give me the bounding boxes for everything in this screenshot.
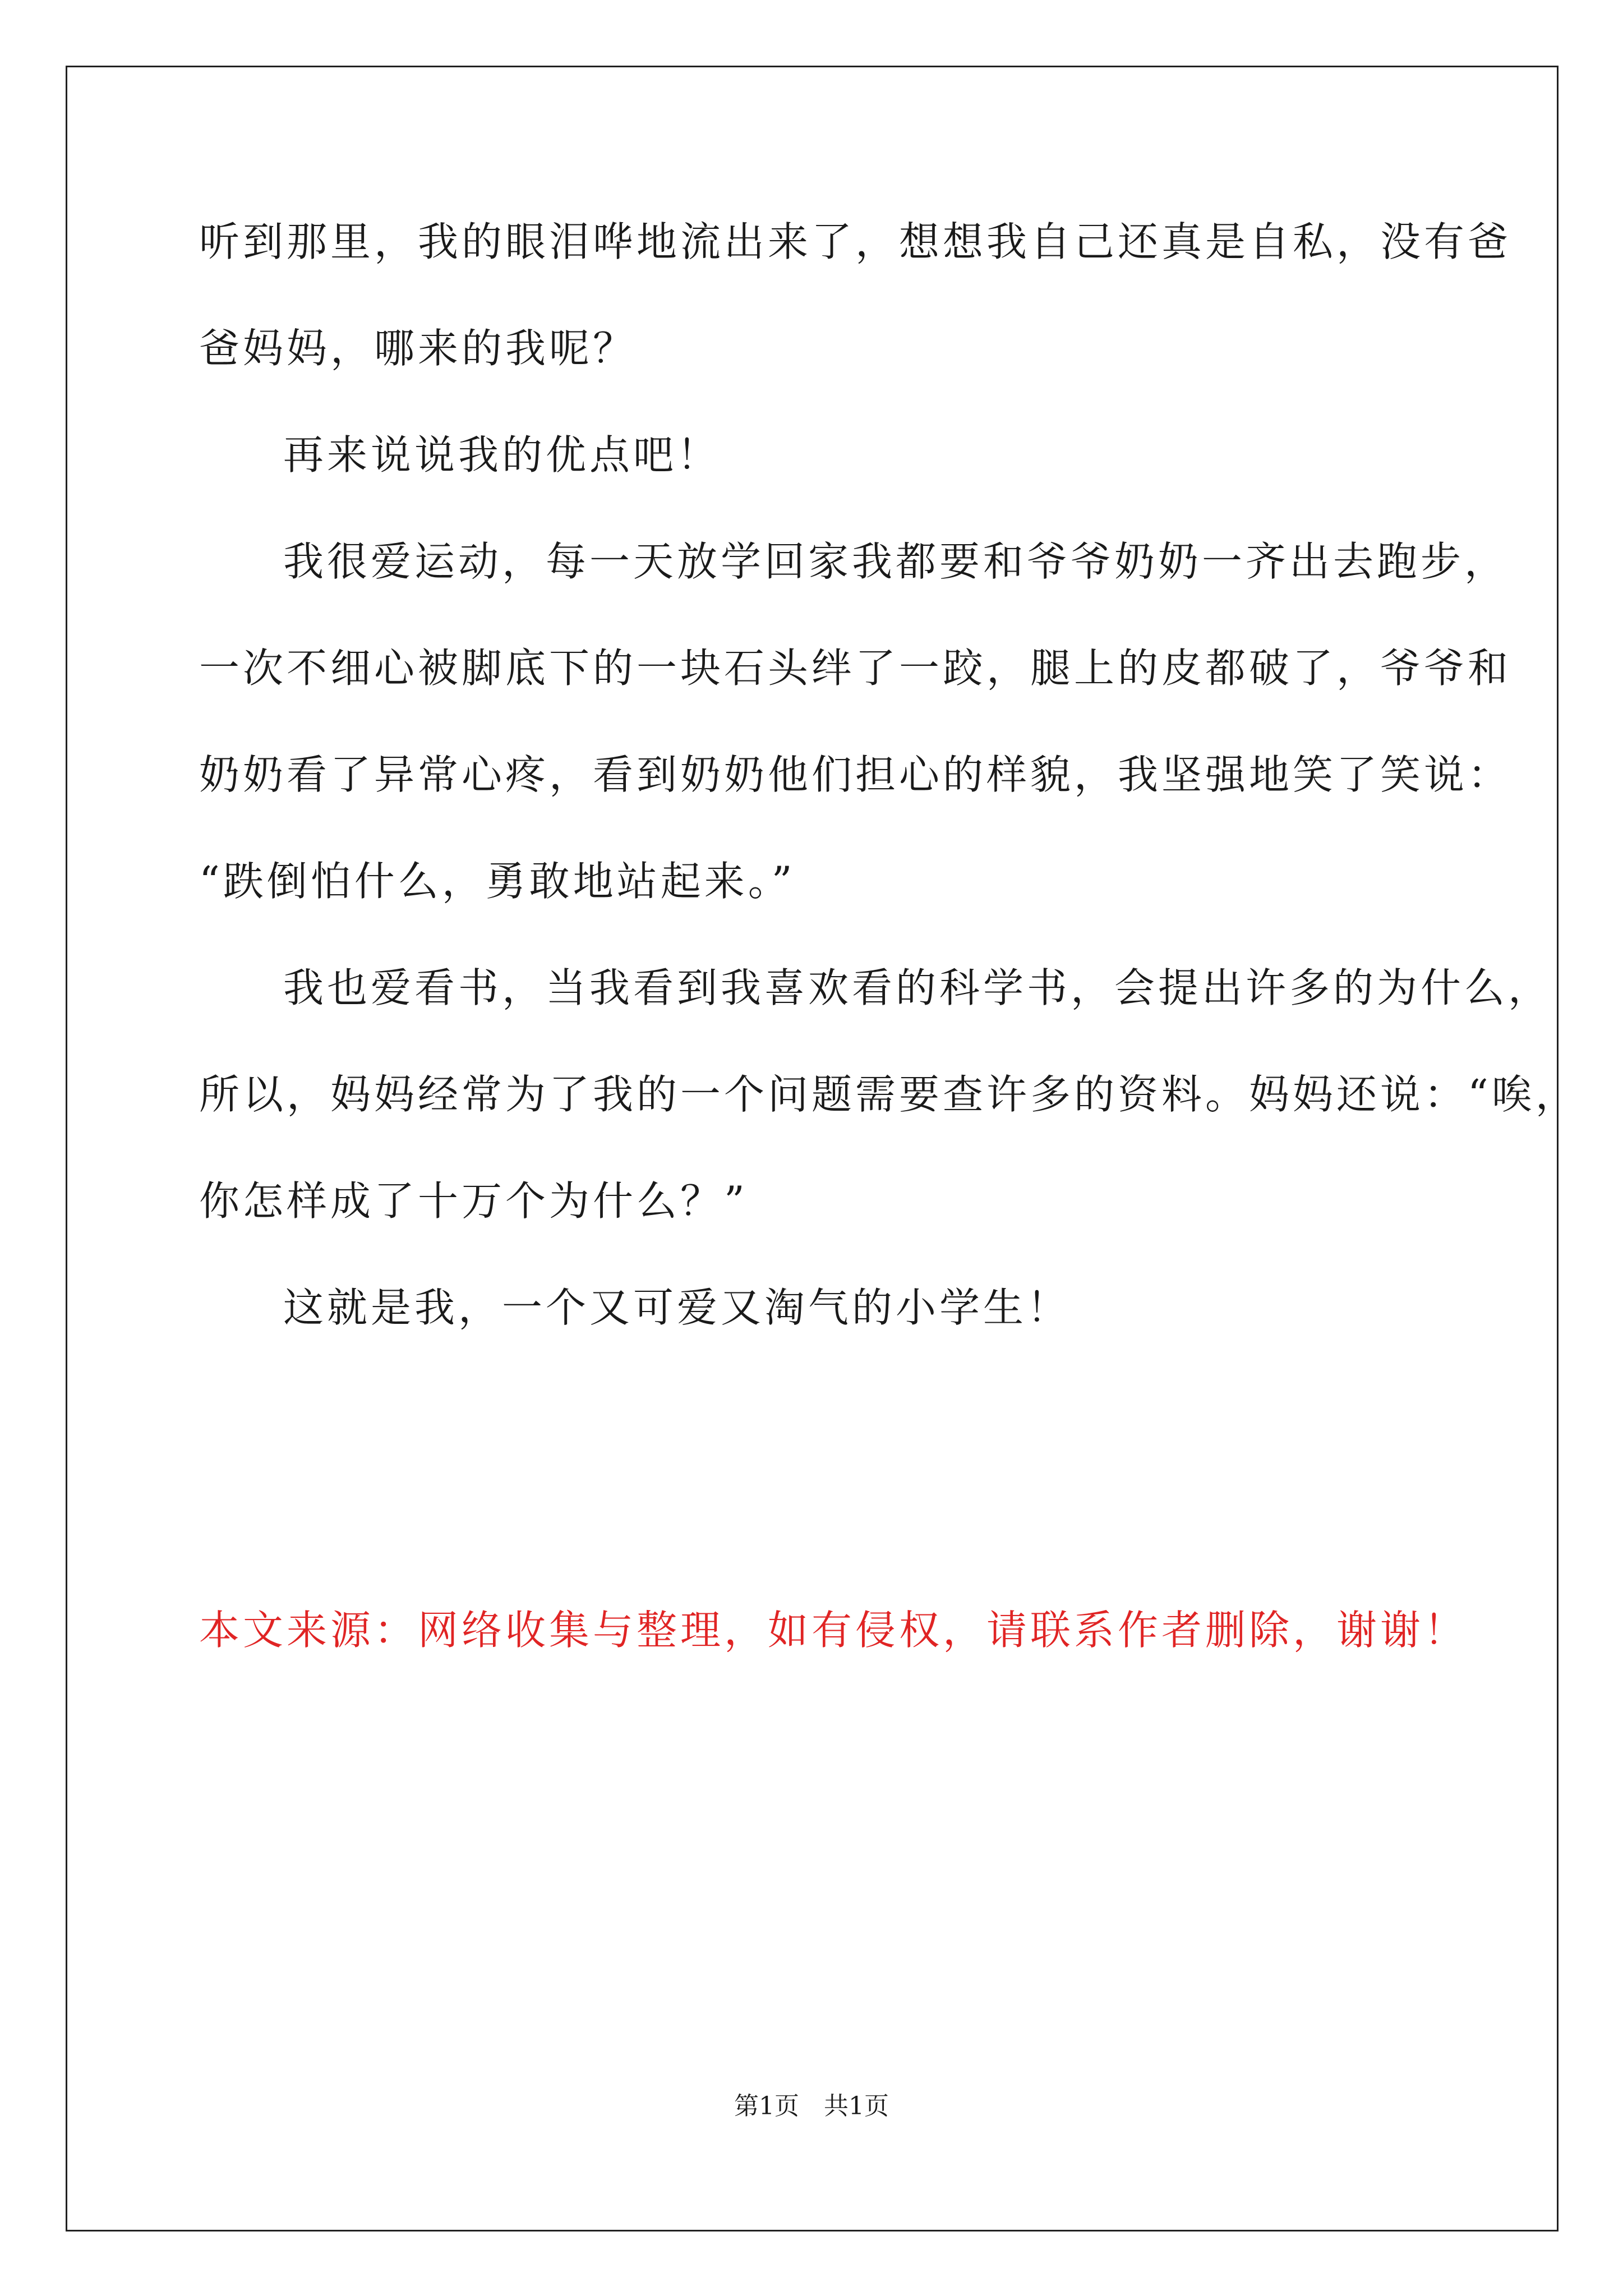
text-line: 这就是我，一个又可爱又淘气的小学生！ — [283, 1284, 1071, 1331]
text-line: 奶奶看了异常心疼，看到奶奶他们担心的样貌，我坚强地笑了笑说： — [199, 751, 1512, 798]
document-body — [199, 215, 1579, 1335]
text-line: 我也爱看书，当我看到我喜欢看的科学书，会提出许多的为什么， — [283, 964, 1552, 1011]
text-line: “跌倒怕什么，勇敢地站起来。” — [199, 858, 796, 905]
text-line: 一次不细心被脚底下的一块石头绊了一跤，腿上的皮都破了，爷爷和 — [199, 645, 1512, 692]
text-line: 听到那里，我的眼泪哗地流出来了，想想我自己还真是自私，没有爸 — [199, 218, 1512, 265]
text-line: 再来说说我的优点吧！ — [283, 431, 721, 478]
text-line: 你怎样成了十万个为什么？” — [199, 1177, 748, 1225]
paragraph — [199, 1281, 1433, 1335]
source-note: 本文来源：网络收集与整理，如有侵权，请联系作者删除，谢谢！ — [199, 1607, 1468, 1654]
paragraph — [199, 428, 1433, 482]
text-line: 我很爱运动，每一天放学回家我都要和爷爷奶奶一齐出去跑步， — [283, 538, 1509, 585]
paragraph — [199, 961, 1579, 1228]
text-line: 爸妈妈，哪来的我呢？ — [199, 325, 637, 372]
paragraph — [199, 215, 1512, 375]
text-line: 所以，妈妈经常为了我的一个问题需要查许多的资料。妈妈还说：“唉， — [199, 1071, 1579, 1118]
page-number: 第1页 共1页 — [734, 2092, 889, 2120]
paragraph — [199, 535, 1512, 908]
